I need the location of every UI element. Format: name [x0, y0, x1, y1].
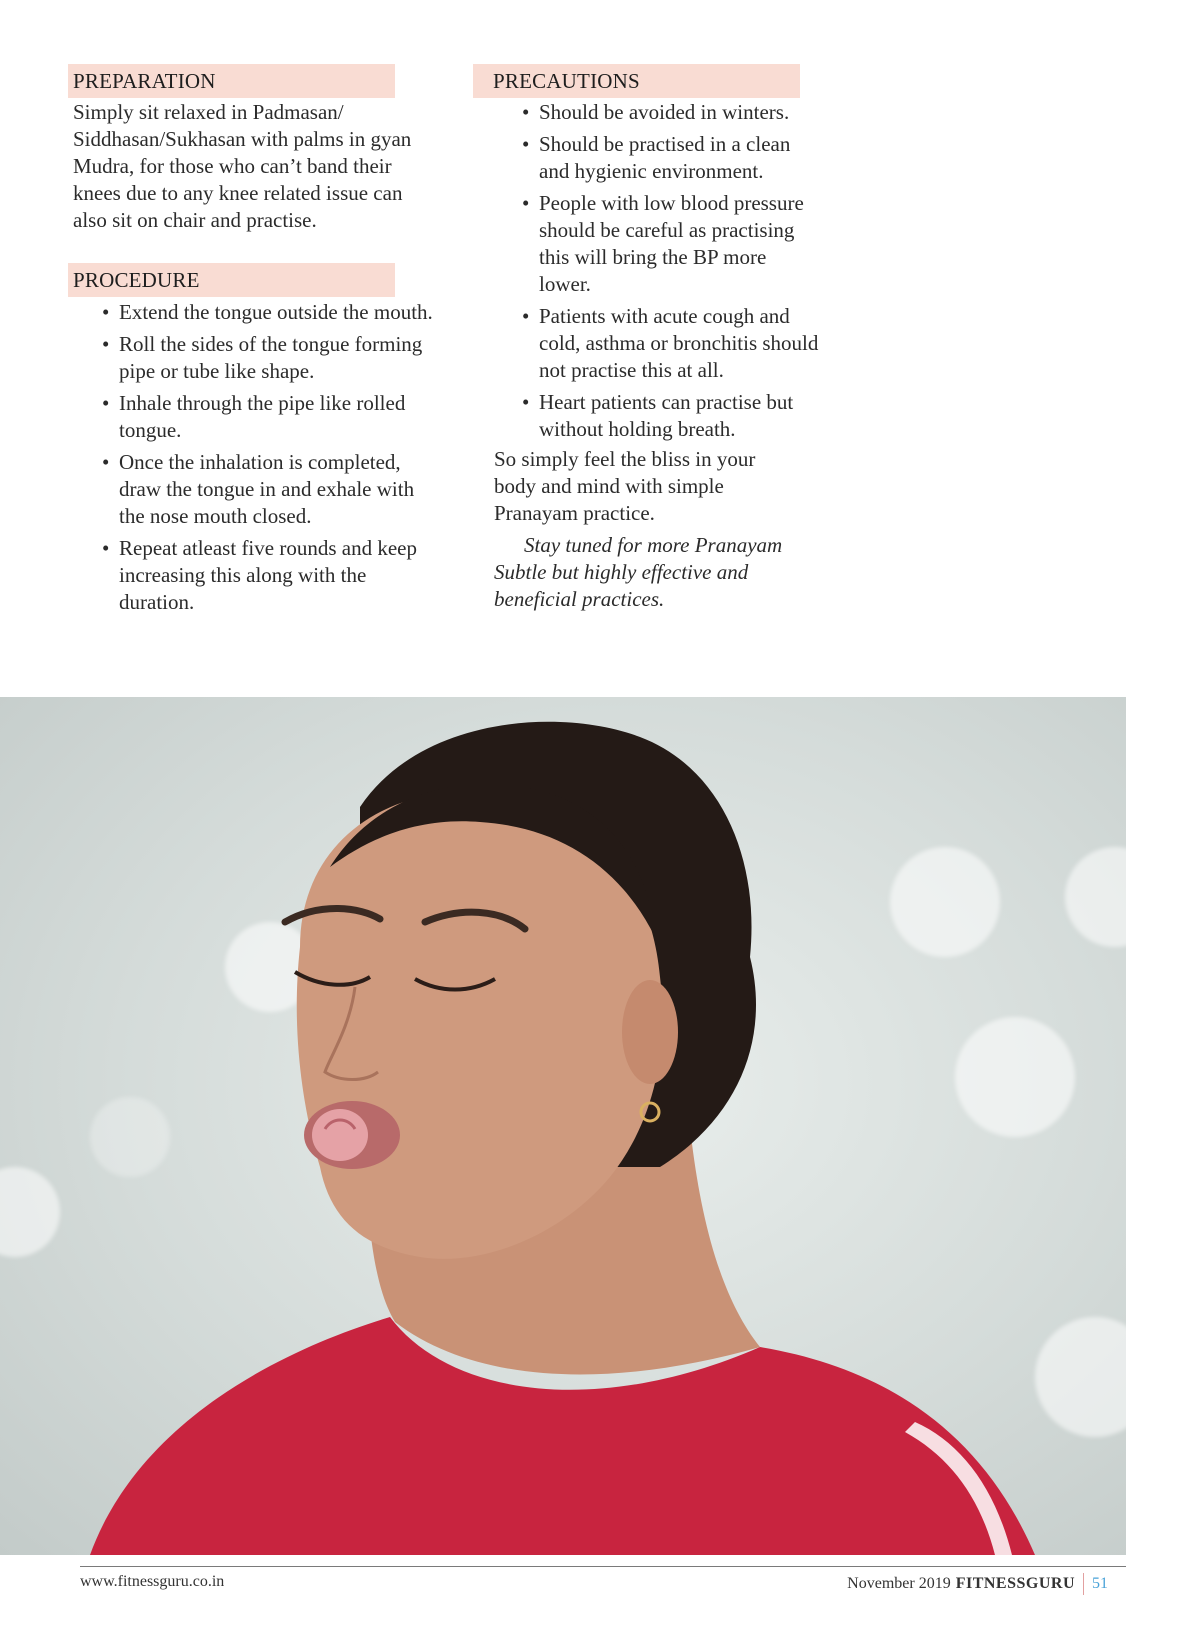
procedure-item: • Repeat atleast five rounds and keep increasing this along with the duration.: [102, 535, 442, 616]
pranayam-photo: [0, 697, 1126, 1555]
precautions-list: [522, 99, 822, 448]
precaution-item: • Patients with acute cough and cold, asthma or bronchitis should not practise this at all.: [522, 303, 822, 384]
precaution-item: • Should be practised in a clean and hygienic environment.: [522, 131, 822, 185]
preparation-heading: PREPARATION: [68, 64, 395, 98]
procedure-item: • Inhale through the pipe like rolled tongue.: [102, 390, 442, 444]
preparation-text: Simply sit relaxed in Padmasan/ Siddhasan/Sukhasan with palms in gyan Mudra, for those who can’t band their knees due to any knee related issue can also sit on chair and practise.: [73, 100, 412, 232]
footer-separator: [1083, 1573, 1084, 1595]
woman-illustration: [0, 697, 1126, 1555]
procedure-list: [102, 299, 442, 621]
footer-issue-date: November 2019: [847, 1575, 951, 1592]
closing-text: So simply feel the bliss in your body and mind with simple Pranayam practice.: [494, 447, 756, 525]
procedure-heading: PROCEDURE: [68, 263, 395, 297]
procedure-item: • Once the inhalation is completed, draw the tongue in and exhale with the nose mouth closed.: [102, 449, 442, 530]
precaution-item: • Should be avoided in winters.: [522, 99, 822, 126]
footer-divider: [80, 1566, 1126, 1567]
footer-brand: FITNESSGURU: [955, 1575, 1075, 1592]
procedure-item: • Extend the tongue outside the mouth.: [102, 299, 442, 326]
precautions-heading: PRECAUTIONS: [473, 64, 800, 98]
italic-note: Stay tuned for more Pranayam Subtle but highly effective and beneficial practices.: [494, 533, 783, 611]
precaution-item: • Heart patients can practise but without holding breath.: [522, 389, 822, 443]
footer-website[interactable]: www.fitnessguru.co.in: [80, 1573, 225, 1590]
precaution-item: • People with low blood pressure should be careful as practising this will bring the BP more lower.: [522, 190, 822, 298]
procedure-item: • Roll the sides of the tongue forming pipe or tube like shape.: [102, 331, 442, 385]
page-number: 51: [1092, 1575, 1108, 1592]
footer-issue: [847, 1573, 1108, 1595]
